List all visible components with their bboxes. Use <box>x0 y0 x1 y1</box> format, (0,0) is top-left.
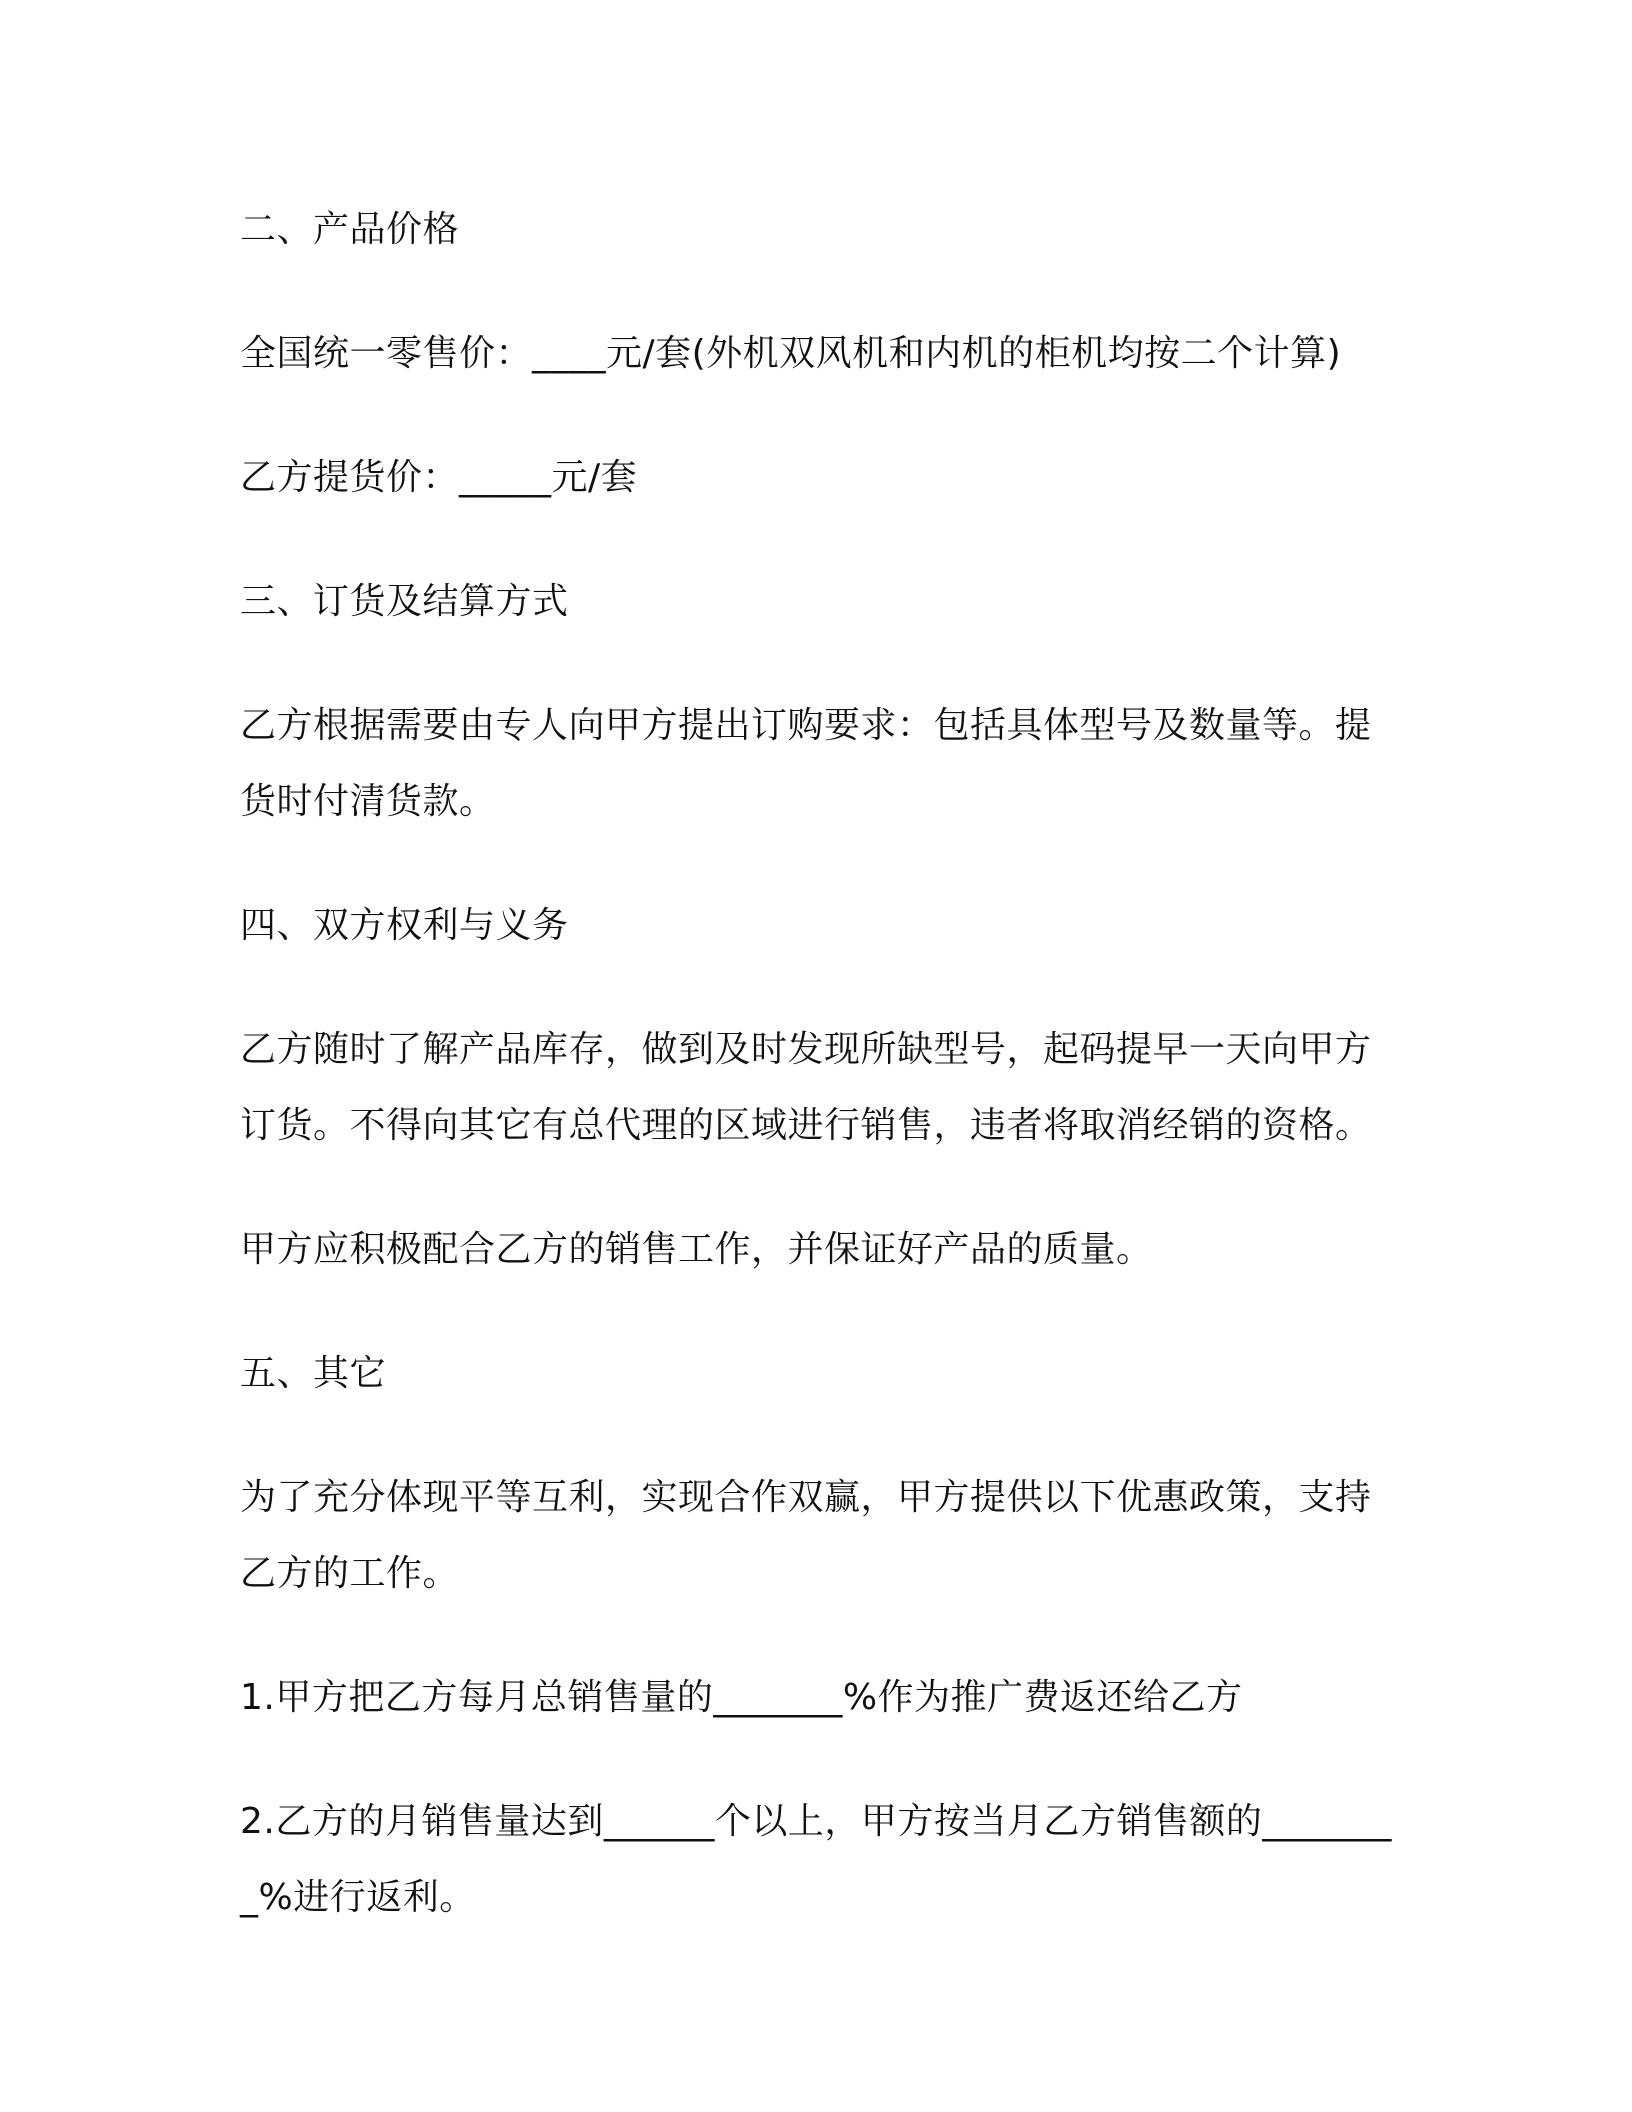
section-heading-rights-obligations: 四、双方权利与义务 <box>240 905 569 946</box>
list-item-sales-rebate: 2.乙方的月销售量达到______个以上，甲方按当月乙方销售额的________%进行返利。 <box>240 1801 1392 1918</box>
section-heading-ordering-settlement: 三、订货及结算方式 <box>240 581 569 622</box>
paragraph-retail-price: 全国统一零售价：____元/套(外机双风机和内机的柜机均按二个计算) <box>240 333 1342 374</box>
paragraph-pickup-price: 乙方提货价：_____元/套 <box>240 457 638 498</box>
paragraph-party-a-duties: 甲方应积极配合乙方的销售工作，并保证好产品的质量。 <box>240 1229 1153 1270</box>
paragraph-party-b-duties: 乙方随时了解产品库存，做到及时发现所缺型号，起码提早一天向甲方订货。不得向其它有总代理的区域进行销售，违者将取消经销的资格。 <box>240 1029 1372 1146</box>
section-heading-product-price: 二、产品价格 <box>240 209 460 250</box>
list-item-promotion-fee: 1.甲方把乙方每月总销售量的_______%作为推广费返还给乙方 <box>240 1677 1243 1718</box>
document-body <box>240 192 1400 1984</box>
paragraph-ordering: 乙方根据需要由专人向甲方提出订购要求：包括具体型号及数量等。提货时付清货款。 <box>240 705 1372 822</box>
section-heading-other: 五、其它 <box>240 1353 387 1394</box>
paragraph-preferential-policy: 为了充分体现平等互利，实现合作双赢，甲方提供以下优惠政策，支持乙方的工作。 <box>240 1477 1372 1594</box>
